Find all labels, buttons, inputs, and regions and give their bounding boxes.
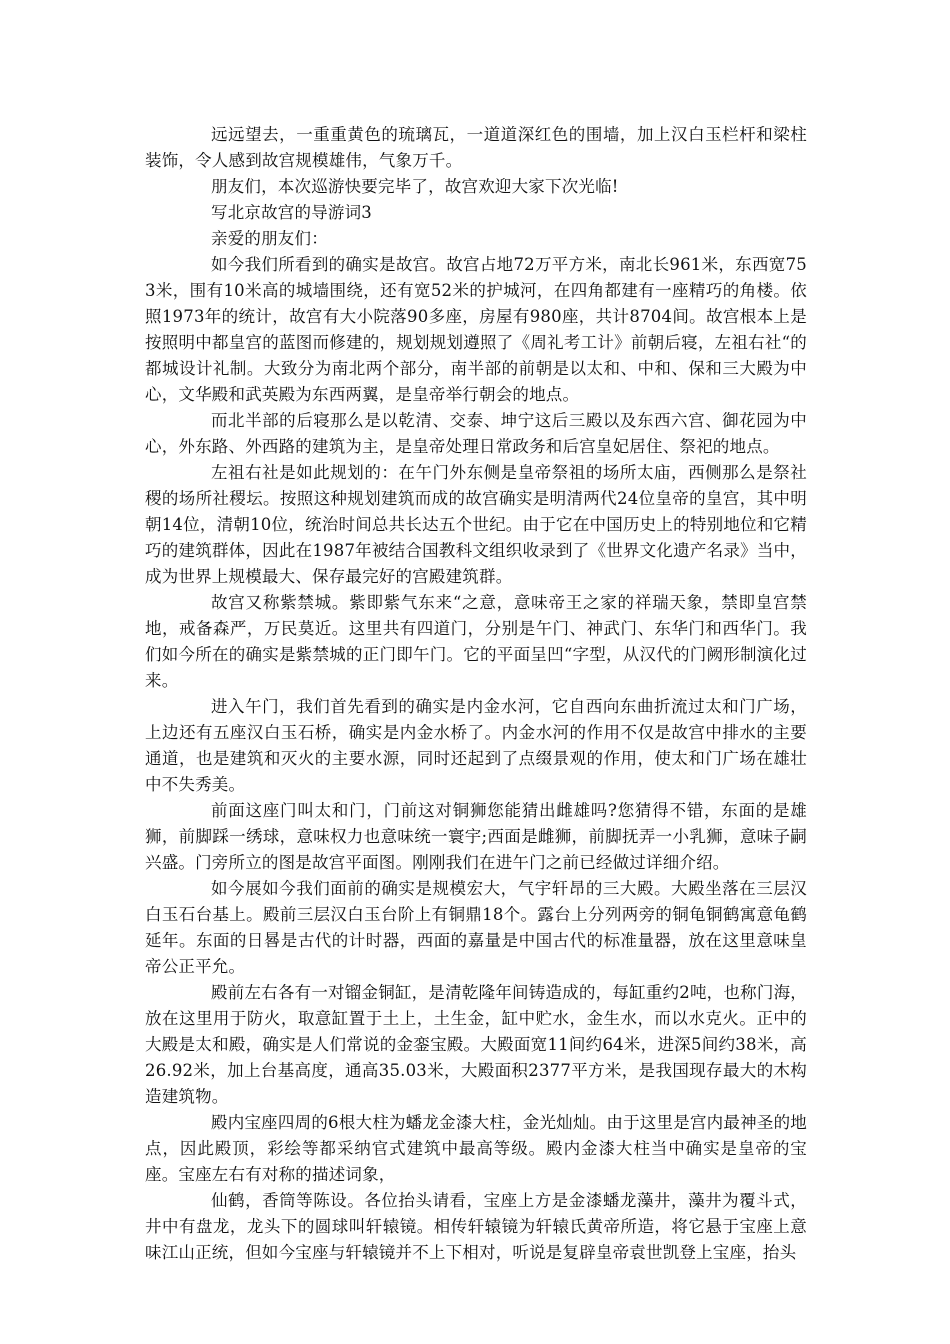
paragraph: 如今展如今我们面前的确实是规模宏大，气宇轩昂的三大殿。大殿坐落在三层汉白玉石台基上。殿前三层汉白玉台阶上有铜鼎18个。露台上分列两旁的铜龟铜鹤寓意龟鹤延年。东面的日晷是古代的计时器，西面的嘉量是中国古代的标准量器，放在这里意味皇帝公正平允。: [145, 879, 807, 976]
paragraph: 前面这座门叫太和门，门前这对铜狮您能猜出雌雄吗?您猜得不错，东面的是雄狮，前脚踩一绣球，意味权力也意味统一寰宇;西面是雌狮，前脚抚弄一小乳狮，意味子嗣兴盛。门旁所立的图是故宫平面图。刚刚我们在进午门之前已经做过详细介绍。: [145, 801, 807, 872]
paragraph: 殿前左右各有一对镏金铜缸，是清乾隆年间铸造成的，每缸重约2吨，也称门海，放在这里用于防火，取意缸置于土上，土生金，缸中贮水，金生水，而以水克火。正中的大殿是太和殿，确实是人们常说的金銮宝殿。大殿面宽11间约64米，进深5间约38米，高26.92米，加上台基高度，通高35.03米，大殿面积2377平方米，是我国现存最大的木构造建筑物。: [145, 983, 807, 1106]
paragraph: 如今我们所看到的确实是故宫。故宫占地72万平方米，南北长961米，东西宽753米，围有10米高的城墙围绕，还有宽52米的护城河，在四角都建有一座精巧的角楼。依照1973年的统计，故宫有大小院落90多座，房屋有980座，共计8704间。故宫根本上是按照明中都皇宫的蓝图而修建的，规划规划遵照了《周礼考工计》前朝后寝，左祖右社“的都城设计礼制。大致分为南北两个部分，南半部的前朝是以太和、中和、保和三大殿为中心，文华殿和武英殿为东西两翼，是皇帝举行朝会的地点。: [145, 255, 807, 404]
paragraph: 殿内宝座四周的6根大柱为蟠龙金漆大柱，金光灿灿。由于这里是宫内最神圣的地点，因此殿顶，彩绘等都采纳官式建筑中最高等级。殿内金漆大柱当中确实是皇帝的宝座。宝座左右有对称的描述词象，: [145, 1113, 807, 1184]
document-body: [145, 122, 807, 1266]
paragraph: 进入午门，我们首先看到的确实是内金水河，它自西向东曲折流过太和门广场，上边还有五座汉白玉石桥，确实是内金水桥了。内金水河的作用不仅是故宫中排水的主要通道，也是建筑和灭火的主要水源，同时还起到了点缀景观的作用，使太和门广场在雄壮中不失秀美。: [145, 697, 807, 794]
salutation: 亲爱的朋友们：: [211, 229, 328, 248]
paragraph: 左祖右社是如此规划的：在午门外东侧是皇帝祭祖的场所太庙，西侧那么是祭社稷的场所社稷坛。按照这种规划建筑而成的故宫确实是明清两代24位皇帝的皇宫，其中明朝14位，清朝10位，统治时间总共长达五个世纪。由于它在中国历史上的特别地位和它精巧的建筑群体，因此在1987年被结合国教科文组织收录到了《世界文化遗产名录》当中，成为世界上规模最大、保存最完好的宫殿建筑群。: [145, 463, 807, 586]
paragraph: 远远望去，一重重黄色的琉璃瓦，一道道深红色的围墙，加上汉白玉栏杆和梁柱装饰，令人感到故宫规模雄伟，气象万千。: [145, 125, 807, 170]
paragraph: 故宫又称紫禁城。紫即紫气东来“之意，意味帝王之家的祥瑞天象，禁即皇宫禁地，戒备森严，万民莫近。这里共有四道门，分别是午门、神武门、东华门和西华门。我们如今所在的确实是紫禁城的正门即午门。它的平面呈凹“字型，从汉代的门阙形制演化过来。: [145, 593, 807, 690]
paragraph: 而北半部的后寝那么是以乾清、交泰、坤宁这后三殿以及东西六宫、御花园为中心，外东路、外西路的建筑为主，是皇帝处理日常政务和后宫皇妃居住、祭祀的地点。: [145, 411, 807, 456]
paragraph: 朋友们，本次巡游快要完毕了，故宫欢迎大家下次光临!: [211, 177, 619, 196]
paragraph: 仙鹤，香筒等陈设。各位抬头请看，宝座上方是金漆蟠龙藻井，藻井为覆斗式，井中有盘龙，龙头下的圆球叫轩辕镜。相传轩辕镜为轩辕氏黄帝所造，将它悬于宝座上意味江山正统，但如今宝座与轩辕镜并不上下相对，听说是复辟皇帝袁世凯登上宝座，抬头: [145, 1191, 807, 1262]
section-heading: 写北京故宫的导游词3: [211, 203, 372, 222]
